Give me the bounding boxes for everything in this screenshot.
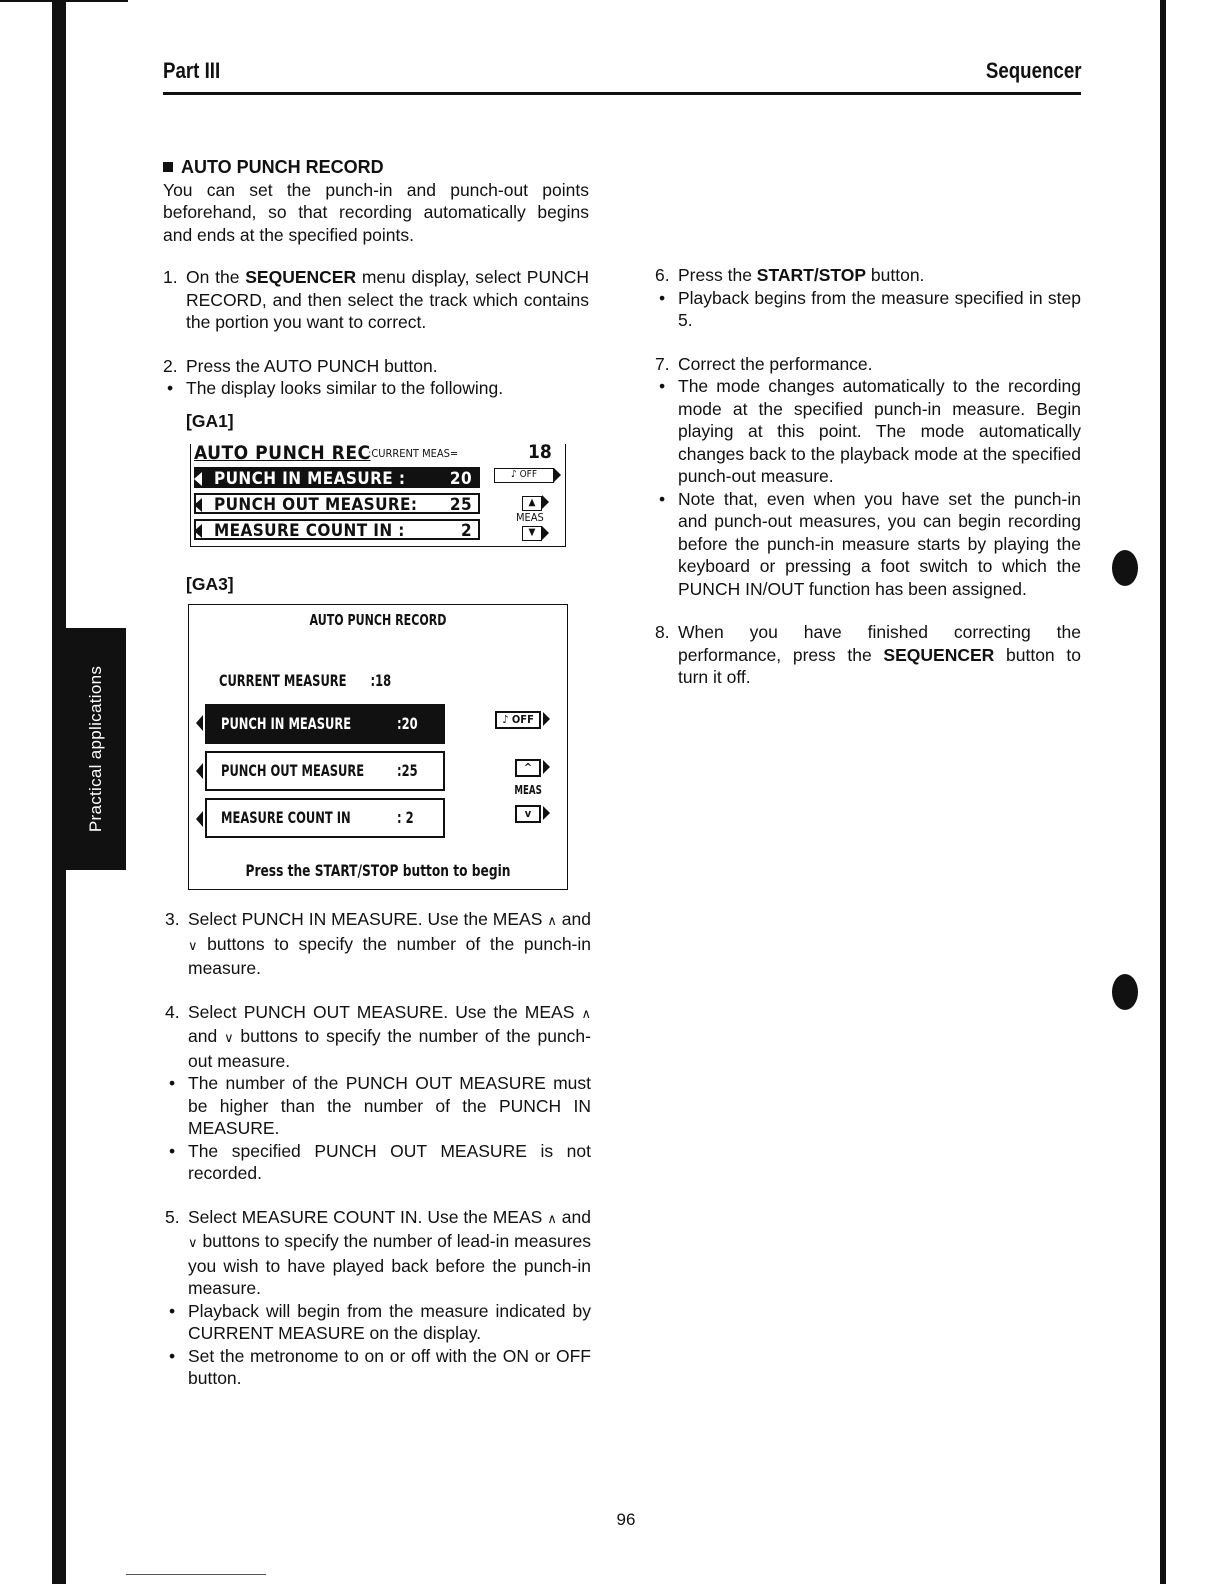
meas-up-button[interactable]: ▲: [522, 496, 542, 511]
step-5-bullet-1: • Playback will begin from the measure indicated by CURRENT MEASURE on the display.: [165, 1300, 591, 1345]
step-2-bullet: • The display looks similar to the following.: [163, 377, 589, 400]
header-part: Part III: [163, 58, 221, 83]
left-arrow-icon: [194, 498, 202, 512]
step-7-bullet-1: • The mode changes automatically to the recording mode at the specified punch-in measure. Begin playing at this point. The mode automatically changes back to the playback mode at the specified punch-out measure.: [655, 375, 1081, 488]
left-arrow-icon: [196, 763, 203, 779]
step-5-bullet-2: • Set the metronome to on or off with the ON or OFF button.: [165, 1345, 591, 1390]
square-bullet-icon: [163, 162, 173, 172]
binder-hole: [1112, 974, 1138, 1010]
metronome-off-button[interactable]: ♪ OFF: [495, 711, 541, 729]
header-rule: [163, 92, 1081, 95]
right-arrow-icon: [554, 468, 561, 482]
ga3-punch-out-row[interactable]: PUNCH OUT MEASURE :25: [205, 751, 445, 791]
ga3-display: [188, 604, 568, 890]
left-arrow-icon: [194, 524, 202, 538]
step-6-bullet: • Playback begins from the measure specified in step 5.: [655, 287, 1081, 332]
side-tab: [66, 628, 126, 870]
left-arrow-icon: [196, 811, 203, 827]
metronome-off-button[interactable]: ♪ OFF: [494, 468, 554, 483]
scan-edge-bottom: [126, 1574, 266, 1575]
step-5: 5. Select MEASURE COUNT IN. Use the MEAS ∧ and ∨ buttons to specify the number of lead-in measures you wish to have played back before the punch-in measure.: [165, 1206, 591, 1298]
step-3: 3. Select PUNCH IN MEASURE. Use the MEAS ∧ and ∨ buttons to specify the number of the punch-in measure.: [165, 909, 591, 978]
right-column: [655, 264, 1081, 689]
left-column-top: [163, 156, 589, 400]
ga3-title: AUTO PUNCH RECORD: [309, 611, 447, 629]
right-arrow-icon: [543, 760, 550, 774]
ga1-count-in-row[interactable]: MEASURE COUNT IN : 2: [194, 519, 480, 540]
section-intro: You can set the punch-in and punch-out points beforehand, so that recording automatically begins and ends at the specified points.: [163, 179, 589, 245]
ga1-label: [GA1]: [186, 411, 234, 431]
meas-down-button[interactable]: v: [515, 805, 541, 823]
left-arrow-icon: [194, 472, 202, 486]
ga1-current-label: :CURRENT MEAS=: [368, 447, 459, 460]
ga1-title: AUTO PUNCH REC: [194, 442, 371, 464]
ga1-punch-in-row[interactable]: PUNCH IN MEASURE : 20: [194, 467, 480, 488]
step-7: 7. Correct the performance.: [655, 353, 873, 374]
step-2: 2. Press the AUTO PUNCH button.: [163, 355, 438, 376]
header-chapter: Sequencer: [985, 58, 1081, 83]
right-arrow-icon: [542, 495, 549, 509]
ga3-current-measure: CURRENT MEASURE :18: [219, 671, 392, 690]
ga3-footer: Press the START/STOP button to begin: [245, 861, 511, 880]
side-tab-label: Practical applications: [86, 665, 105, 833]
step-8: 8. When you have finished correcting the performance, press the SEQUENCER button to turn it off.: [655, 622, 1081, 687]
ga3-meas-label: MEAS: [514, 783, 542, 797]
binder-hole: [1112, 550, 1138, 586]
step-1: 1. On the SEQUENCER menu display, select PUNCH RECORD, and then select the track which contains the portion you want to correct.: [163, 267, 589, 332]
left-column-bottom: [165, 908, 591, 1390]
step-4-bullet-2: • The specified PUNCH OUT MEASURE is not recorded.: [165, 1140, 591, 1185]
step-6: 6. Press the START/STOP button.: [655, 265, 925, 285]
ga1-meas-label: MEAS: [516, 511, 544, 524]
right-arrow-icon: [542, 526, 549, 540]
ga1-punch-out-row[interactable]: PUNCH OUT MEASURE: 25: [194, 493, 480, 514]
page-number: 96: [616, 1510, 636, 1529]
right-arrow-icon: [543, 806, 550, 820]
section-title: AUTO PUNCH RECORD: [163, 156, 589, 179]
left-arrow-icon: [196, 715, 203, 731]
right-arrow-icon: [543, 712, 550, 726]
step-4: 4. Select PUNCH OUT MEASURE. Use the MEAS ∧ and ∨ buttons to specify the number of the punch-out measure.: [165, 1001, 591, 1071]
ga3-label: [GA3]: [186, 574, 234, 594]
scan-edge-right: [1160, 0, 1166, 1584]
ga1-current-value: 18: [528, 441, 552, 463]
meas-down-button[interactable]: ▼: [522, 526, 542, 541]
ga3-count-in-row[interactable]: MEASURE COUNT IN : 2: [205, 798, 445, 838]
ga1-display: [190, 441, 566, 548]
step-4-bullet-1: • The number of the PUNCH OUT MEASURE must be higher than the number of the PUNCH IN MEASURE.: [165, 1072, 591, 1140]
step-7-bullet-2: • Note that, even when you have set the punch-in and punch-out measures, you can begin recording before the punch-in measure starts by playing the keyboard or pressing a foot switch to which the PUNCH IN/OUT function has been assigned.: [655, 488, 1081, 601]
ga3-punch-in-row[interactable]: PUNCH IN MEASURE :20: [205, 704, 445, 744]
meas-up-button[interactable]: ^: [515, 759, 541, 777]
scan-edge-left: [52, 0, 66, 1584]
